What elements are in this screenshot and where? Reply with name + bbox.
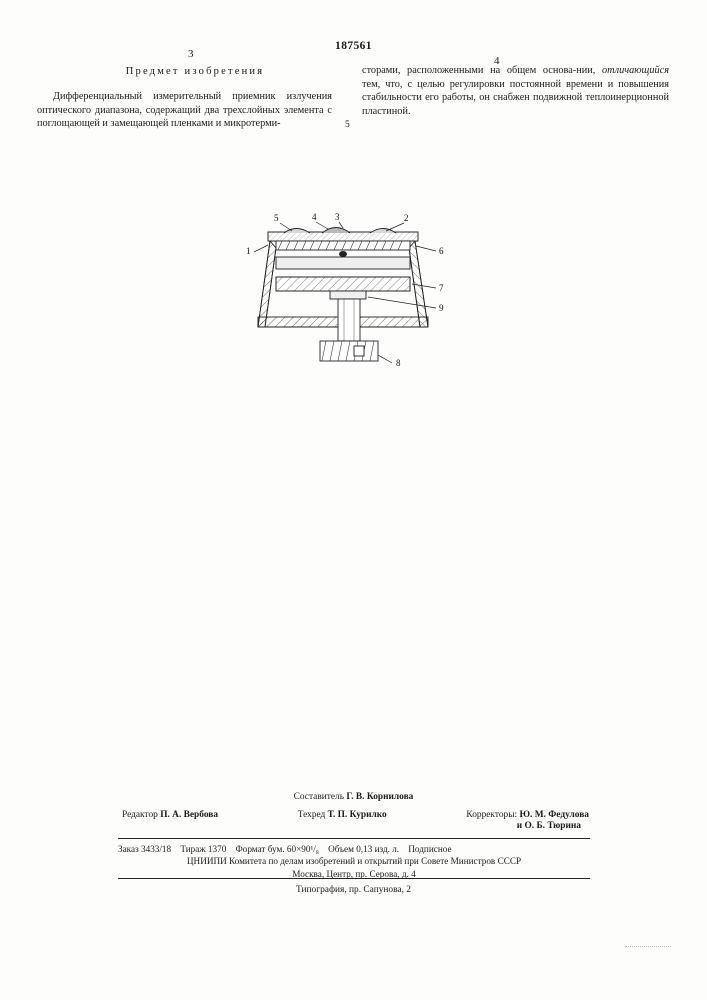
figure-callout-1: 1 bbox=[246, 246, 251, 256]
order-number: Заказ 3433/18 bbox=[118, 844, 172, 854]
column-number-left: 3 bbox=[188, 48, 194, 60]
page-edge-mark bbox=[625, 946, 671, 947]
section-title: Предмет изобретения bbox=[125, 66, 265, 77]
figure-callout-6: 6 bbox=[439, 246, 444, 256]
typography-line: Типография, пр. Сапунова, 2 bbox=[296, 885, 411, 895]
correctors-cell bbox=[466, 810, 589, 820]
compiler-label: Составитель bbox=[293, 792, 344, 802]
claim-right-part3: тем, что, с целью регулировки постоянной времени и повышения стабильности его работы, он снабжен подвижной теплоинерционной пластиной. bbox=[362, 78, 669, 117]
corrector-second-line bbox=[0, 821, 707, 831]
techred-label: Техред bbox=[297, 810, 326, 820]
corrector-name-2: и О. Б. Тюрина bbox=[516, 821, 581, 831]
footer-rule-bottom bbox=[118, 878, 590, 879]
figure-callout-5: 5 bbox=[274, 213, 279, 223]
patent-figure bbox=[210, 205, 500, 385]
imprint-block bbox=[118, 843, 590, 880]
volume: Объем 0,13 изд. л. bbox=[328, 844, 400, 854]
figure-callout-3: 3 bbox=[335, 212, 340, 222]
techred-cell bbox=[298, 810, 387, 820]
correctors-label: Корректоры: bbox=[466, 810, 518, 820]
corrector-name-1: Ю. М. Федулова bbox=[519, 810, 589, 820]
column-number-right: 4 bbox=[494, 55, 500, 67]
editor-name: П. А. Вербова bbox=[160, 810, 219, 820]
footer-credits bbox=[0, 792, 707, 831]
imprint-line-1 bbox=[118, 843, 590, 855]
claim-paragraph-left: Дифференциальный измерительный приемник излучения оптического диапазона, содержащий два трехслойных элемента с поглощающей и замещающей пленками и микротерми- bbox=[37, 91, 332, 130]
imprint-address: Москва, Центр, пр. Серова, д. 4 bbox=[292, 868, 416, 879]
patent-number: 187561 bbox=[335, 40, 372, 52]
subscription: Подписное bbox=[408, 844, 452, 854]
claim-right-part2: нии, bbox=[576, 65, 603, 76]
paper-format: Формат бум. 60×90¹/₈ bbox=[235, 844, 319, 854]
claim-text-right bbox=[362, 64, 669, 118]
figure-callout-7: 7 bbox=[439, 283, 444, 293]
editor-label: Редактор bbox=[122, 810, 158, 820]
techred-name: Т. П. Курилко bbox=[327, 810, 387, 820]
claim-right-part1: сторами, расположенными на общем основа- bbox=[362, 65, 577, 76]
compiler-line bbox=[0, 792, 707, 802]
line-number-marker: 5 bbox=[345, 120, 350, 130]
figure-callout-2: 2 bbox=[404, 213, 409, 223]
editor-cell bbox=[122, 810, 218, 820]
credits-row bbox=[0, 810, 707, 820]
claim-text-left bbox=[37, 90, 332, 131]
claim-right-emphasis: отличающийся bbox=[602, 65, 669, 76]
imprint-institute: ЦНИИПИ Комитета по делам изобретений и открытий при Совете Министров СССР bbox=[186, 856, 522, 867]
figure-callout-8: 8 bbox=[396, 358, 401, 368]
footer-rule-top bbox=[118, 838, 590, 839]
figure-callout-4: 4 bbox=[312, 212, 317, 222]
print-run: Тираж 1370 bbox=[180, 844, 227, 854]
figure-callout-9: 9 bbox=[439, 303, 444, 313]
compiler-name: Г. В. Корнилова bbox=[346, 792, 414, 802]
